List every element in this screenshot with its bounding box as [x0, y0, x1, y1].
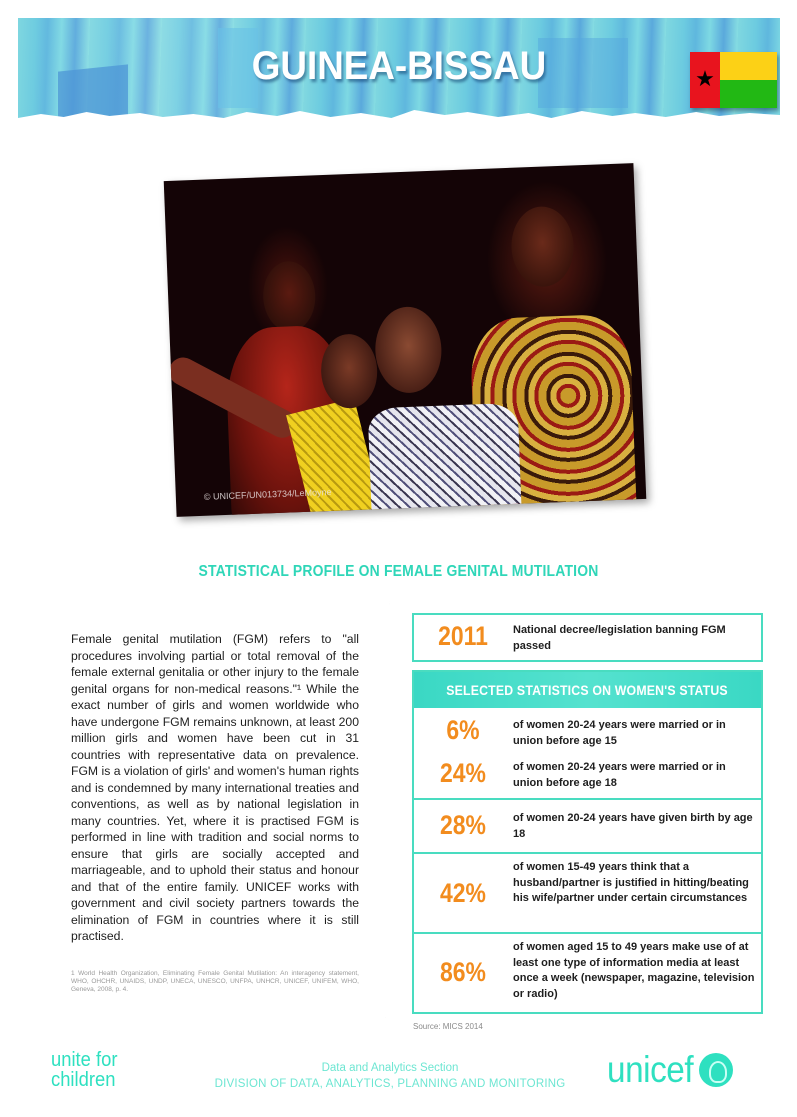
country-title: GUINEA-BISSAU	[251, 44, 547, 88]
womens-status-header	[414, 672, 761, 708]
header-banner	[18, 18, 780, 124]
torn-edge	[18, 106, 780, 124]
stat-description: of women 20-24 years were married or in union before age 18	[513, 761, 726, 789]
photo-figure	[374, 306, 443, 394]
legislation-description: National decree/legislation banning FGM passed	[513, 624, 726, 652]
stat-description: of women 20-24 years were married or in union before age 15	[513, 719, 726, 747]
stat-description: of women 20-24 years have given birth by age 18	[513, 812, 753, 840]
stat-value: 86%	[440, 957, 486, 987]
footer-division-name: DIVISION OF DATA, ANALYTICS, PLANNING AND MONITORING	[214, 1078, 566, 1090]
photo-figure	[262, 260, 317, 332]
womens-status-title: SELECTED STATISTICS ON WOMEN'S STATUS	[446, 682, 729, 698]
footnote: 1 World Health Organization, Eliminating Female Genital Mutilation: An interagency statement, WHO, OHCHR, UNAIDS, UNDP, UNECA, UNESCO, UNFPA, UNHCR, UNICEF, UNIFEM, WHO, Geneva, 2008, p. 4.	[71, 970, 359, 993]
legislation-box	[412, 613, 763, 662]
stat-value: 42%	[440, 878, 486, 908]
guinea-bissau-flag-icon	[690, 52, 777, 108]
cover-photo	[164, 163, 647, 517]
row-divider	[414, 798, 761, 800]
photo-figure	[368, 403, 522, 517]
unicef-wordmark: unicef	[607, 1049, 694, 1090]
star-icon: ★	[695, 66, 715, 91]
womens-status-box	[412, 670, 763, 1014]
stat-value: 24%	[440, 758, 486, 788]
row-divider	[414, 852, 761, 854]
footer-division	[150, 1060, 630, 1092]
stat-description: of women aged 15 to 49 years make use of at least one type of information media at least once a week (newspaper, magazine, television or radio)	[513, 941, 755, 1000]
stat-description: of women 15-49 years think that a husband/partner is justified in hitting/beating his wife/partner under certain circumstances	[513, 861, 749, 904]
tagline-line1: unite for	[51, 1049, 118, 1071]
tagline-line2: children	[51, 1069, 116, 1091]
stat-value: 28%	[440, 810, 486, 840]
legislation-year: 2011	[438, 621, 488, 651]
unicef-emblem-icon	[699, 1053, 733, 1087]
section-title: STATISTICAL PROFILE ON FEMALE GENITAL MUTILATION	[198, 563, 599, 580]
stat-value: 6%	[446, 715, 480, 745]
footer-section-name: Data and Analytics Section	[321, 1062, 459, 1074]
flag-yellow-stripe	[720, 52, 777, 80]
flag-green-stripe	[720, 80, 777, 108]
photo-figure	[510, 205, 575, 287]
intro-body: Female genital mutilation (FGM) refers to "all procedures involving partial or total removal of the female external genitalia or other injury to the female genital organs for non-medical reasons."¹ While the exact number of girls and women worldwide who have undergone FGM remains unknown, at least 200 million girls and women have been cut in 31 countries with representative data on prevalence. FGM is a violation of girls' and women's human rights and is condemned by many international treaties and conventions, as well as by national legislation in many countries. Yet, where it is practised FGM is performed in line with tradition and social norms to ensure that girls are socially accepted and marriageable, and to uphold their status and honour and that of the entire family. UNICEF works with government and civil society partners towards the elimination of FGM in countries where it is still practised.	[71, 632, 359, 943]
photo-credit: © UNICEF/UN013734/LeMoyne	[203, 486, 332, 502]
source-note: Source: MICS 2014	[413, 1022, 483, 1031]
row-divider	[414, 932, 761, 934]
unite-for-children-tagline	[51, 1050, 117, 1090]
unicef-logo	[607, 1050, 733, 1090]
